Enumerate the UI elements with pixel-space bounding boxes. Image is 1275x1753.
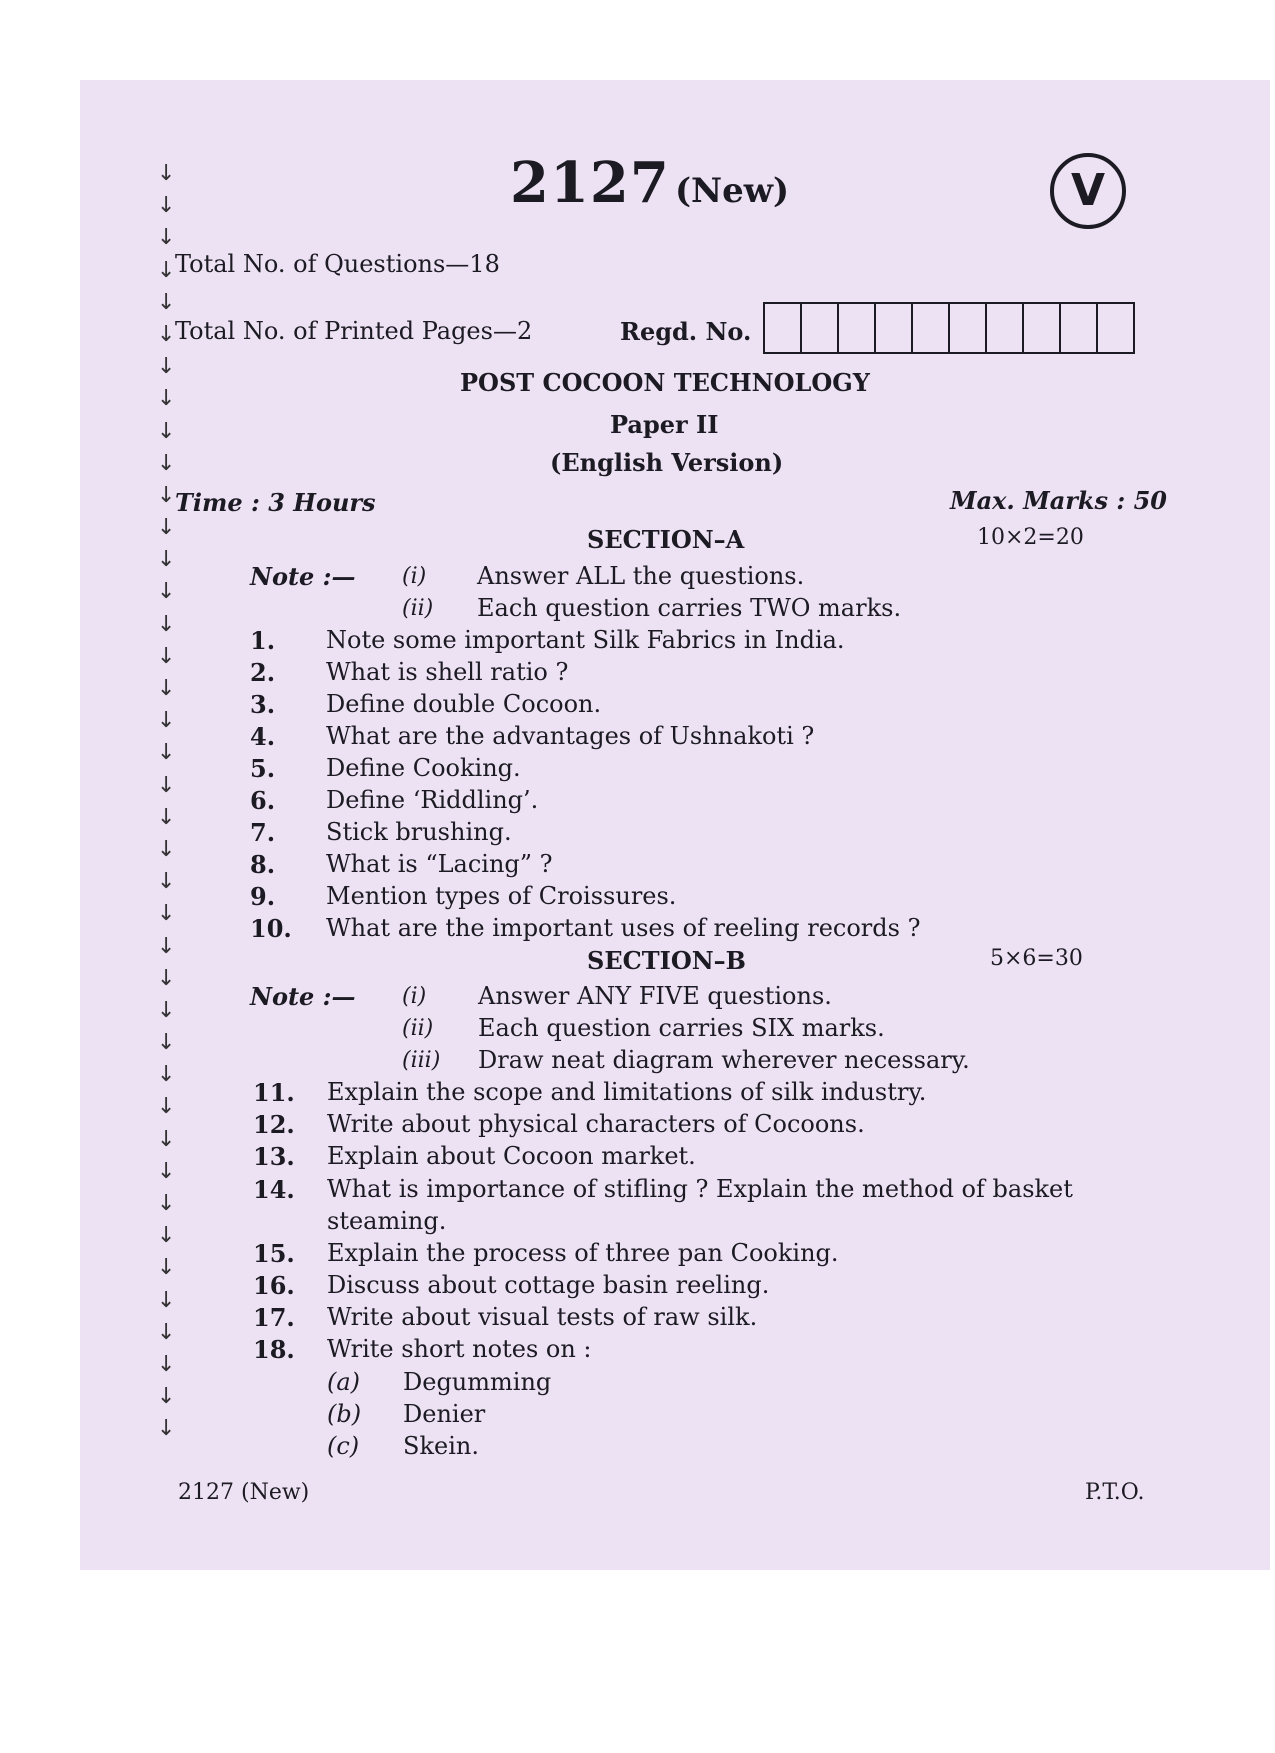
sub-item-text: Degumming [403,1368,552,1396]
question-number: 5. [250,754,276,783]
section-a-note-text: Each question carries TWO marks. [477,594,902,622]
question-number: 4. [250,722,276,751]
sub-item-text: Denier [403,1400,486,1428]
question-text: What are the advantages of Ushnakoti ? [326,722,815,750]
question-number: 12. [253,1110,295,1139]
question-number: 11. [253,1078,295,1107]
question-number: 15. [253,1239,295,1268]
question-text: Mention types of Croissures. [326,882,677,910]
language-version: (English Version) [550,448,784,477]
question-number: 18. [253,1335,295,1364]
paper-version: (New) [674,171,790,211]
question-number: 6. [250,786,276,815]
section-b-note-label: Note :— [250,982,356,1011]
question-number: 7. [250,818,276,847]
section-b-note-text: Each question carries SIX marks. [478,1014,885,1042]
max-marks: Max. Marks : 50 [950,486,1168,515]
footer-pto: P.T.O. [1085,1480,1145,1505]
total-pages: Total No. of Printed Pages—2 [175,317,533,345]
question-number: 17. [253,1303,295,1332]
question-number: 3. [250,690,276,719]
section-a-note-num: (i) [402,564,427,589]
section-b-note-text: Answer ANY FIVE questions. [478,982,832,1010]
question-number: 10. [250,914,292,943]
section-a-marks: 10×2=20 [977,525,1084,550]
question-text: Define double Cocoon. [326,690,602,718]
question-number: 13. [253,1142,295,1171]
total-questions: Total No. of Questions—18 [175,250,500,278]
cut-line-arrows: ↓ ↓ ↓ ↓ ↓ ↓ ↓ ↓ ↓ ↓ ↓ ↓ ↓ ↓ ↓ ↓ ↓ ↓ ↓ ↓ ↓ ↓ ↓ ↓ ↓ ↓ ↓ ↓ ↓ ↓ ↓ ↓ ↓ ↓ ↓ ↓ ↓ ↓ ↓ ↓ [157,161,176,1442]
paper-code-heading [510,150,789,216]
question-text: Write about visual tests of raw silk. [327,1303,758,1331]
question-text: Explain the process of three pan Cooking. [327,1239,839,1267]
section-a-note-label: Note :— [250,562,356,591]
regd-label: Regd. No. [620,317,752,346]
question-number: 1. [250,626,276,655]
question-text: Stick brushing. [326,818,512,846]
question-text: Define ‘Riddling’. [326,786,539,814]
footer-code: 2127 (New) [178,1480,310,1505]
question-text: What are the important uses of reeling records ? [326,914,921,942]
sub-item-label: (c) [327,1432,360,1460]
question-number: 9. [250,882,276,911]
section-b-note-num: (ii) [402,1016,434,1041]
section-a-note-num: (ii) [402,596,434,621]
section-b-marks: 5×6=30 [990,946,1083,971]
question-number: 8. [250,850,276,879]
question-text-continued: steaming. [327,1207,447,1235]
section-b-note-num: (i) [402,984,427,1009]
question-text: Explain the scope and limitations of silk industry. [327,1078,927,1106]
question-text: Define Cooking. [326,754,521,782]
question-text: What is importance of stifling ? Explain the method of basket [327,1175,1073,1203]
subject-title: POST COCOON TECHNOLOGY [460,368,870,397]
question-text: Explain about Cocoon market. [327,1142,696,1170]
paper-number: Paper II [610,410,719,439]
section-b-heading: SECTION–B [587,946,746,975]
question-text: Note some important Silk Fabrics in India. [326,626,845,654]
question-text: Write short notes on : [327,1335,592,1363]
question-text: What is “Lacing” ? [326,850,553,878]
section-a-heading: SECTION–A [587,525,745,554]
question-number: 2. [250,658,276,687]
regd-number-boxes [763,302,1135,354]
version-circle-badge: V [1050,153,1126,229]
question-number: 14. [253,1175,295,1204]
sub-item-text: Skein. [403,1432,479,1460]
question-number: 16. [253,1271,295,1300]
section-b-note-num: (iii) [402,1048,441,1073]
sub-item-label: (b) [327,1400,362,1428]
paper-code: 2127 [510,150,670,216]
section-b-note-text: Draw neat diagram wherever necessary. [478,1046,970,1074]
time-allowed: Time : 3 Hours [175,488,376,517]
question-text: Discuss about cottage basin reeling. [327,1271,770,1299]
sub-item-label: (a) [327,1368,361,1396]
question-text: What is shell ratio ? [326,658,569,686]
section-a-note-text: Answer ALL the questions. [477,562,805,590]
question-text: Write about physical characters of Cocoons. [327,1110,865,1138]
